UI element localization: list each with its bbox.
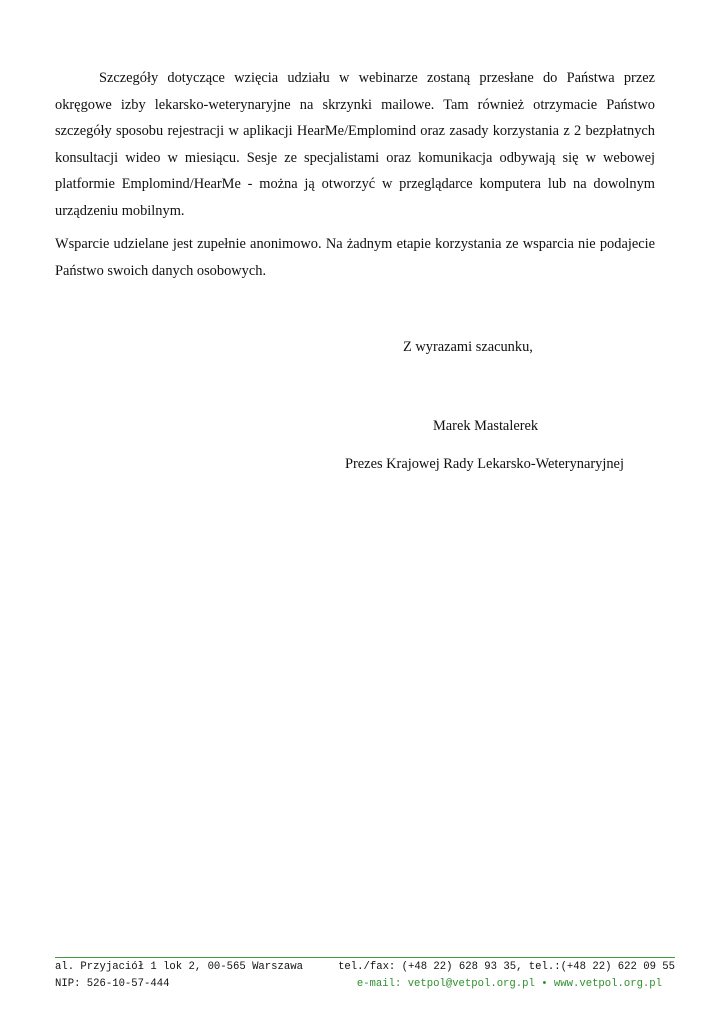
closing-regards: Z wyrazami szacunku, [403, 339, 533, 355]
body-paragraph-2: Wsparcie udzielane jest zupełnie anonimowo. Na żadnym etapie korzystania ze wsparcia nie podajecie Państwo swoich danych osobowych. [55, 236, 655, 279]
signer-name: Marek Mastalerek [433, 418, 539, 434]
signer-title: Prezes Krajowej Rady Lekarsko-Weterynaryjnej [345, 456, 624, 472]
footer-divider [55, 957, 675, 958]
paragraph-1-text: Szczegóły dotyczące wzięcia udziału w webinarze zostaną przesłane do Państwa przez okręgowe izby lekarsko-weterynaryjne na skrzynki mailowe. Tam również otrzymacie Państwo szczegóły sposobu rejestracji w aplikacji HearMe/Emplomind oraz zasady korzystania z 2 bezpłatnych konsultacji wideo w miesiącu. Sesje ze specjalistami oraz komunikacja odbywają się w webowej platformie Emplomind/HearMe - można ją otworzyć w przeglądarce komputera lub na dowolnym urządzeniu mobilnym. [55, 70, 655, 219]
footer-address: al. Przyjaciół 1 lok 2, 00-565 Warszawa [55, 961, 303, 973]
footer-email-website[interactable]: e-mail: vetpol@vetpol.org.pl • www.vetpol.org.pl [356, 978, 662, 990]
body-paragraph-1 [55, 65, 655, 225]
footer-phone: tel./fax: (+48 22) 628 93 35, tel.:(+48 22) 622 09 55 [338, 961, 675, 973]
footer-nip: NIP: 526-10-57-444 [55, 978, 170, 990]
